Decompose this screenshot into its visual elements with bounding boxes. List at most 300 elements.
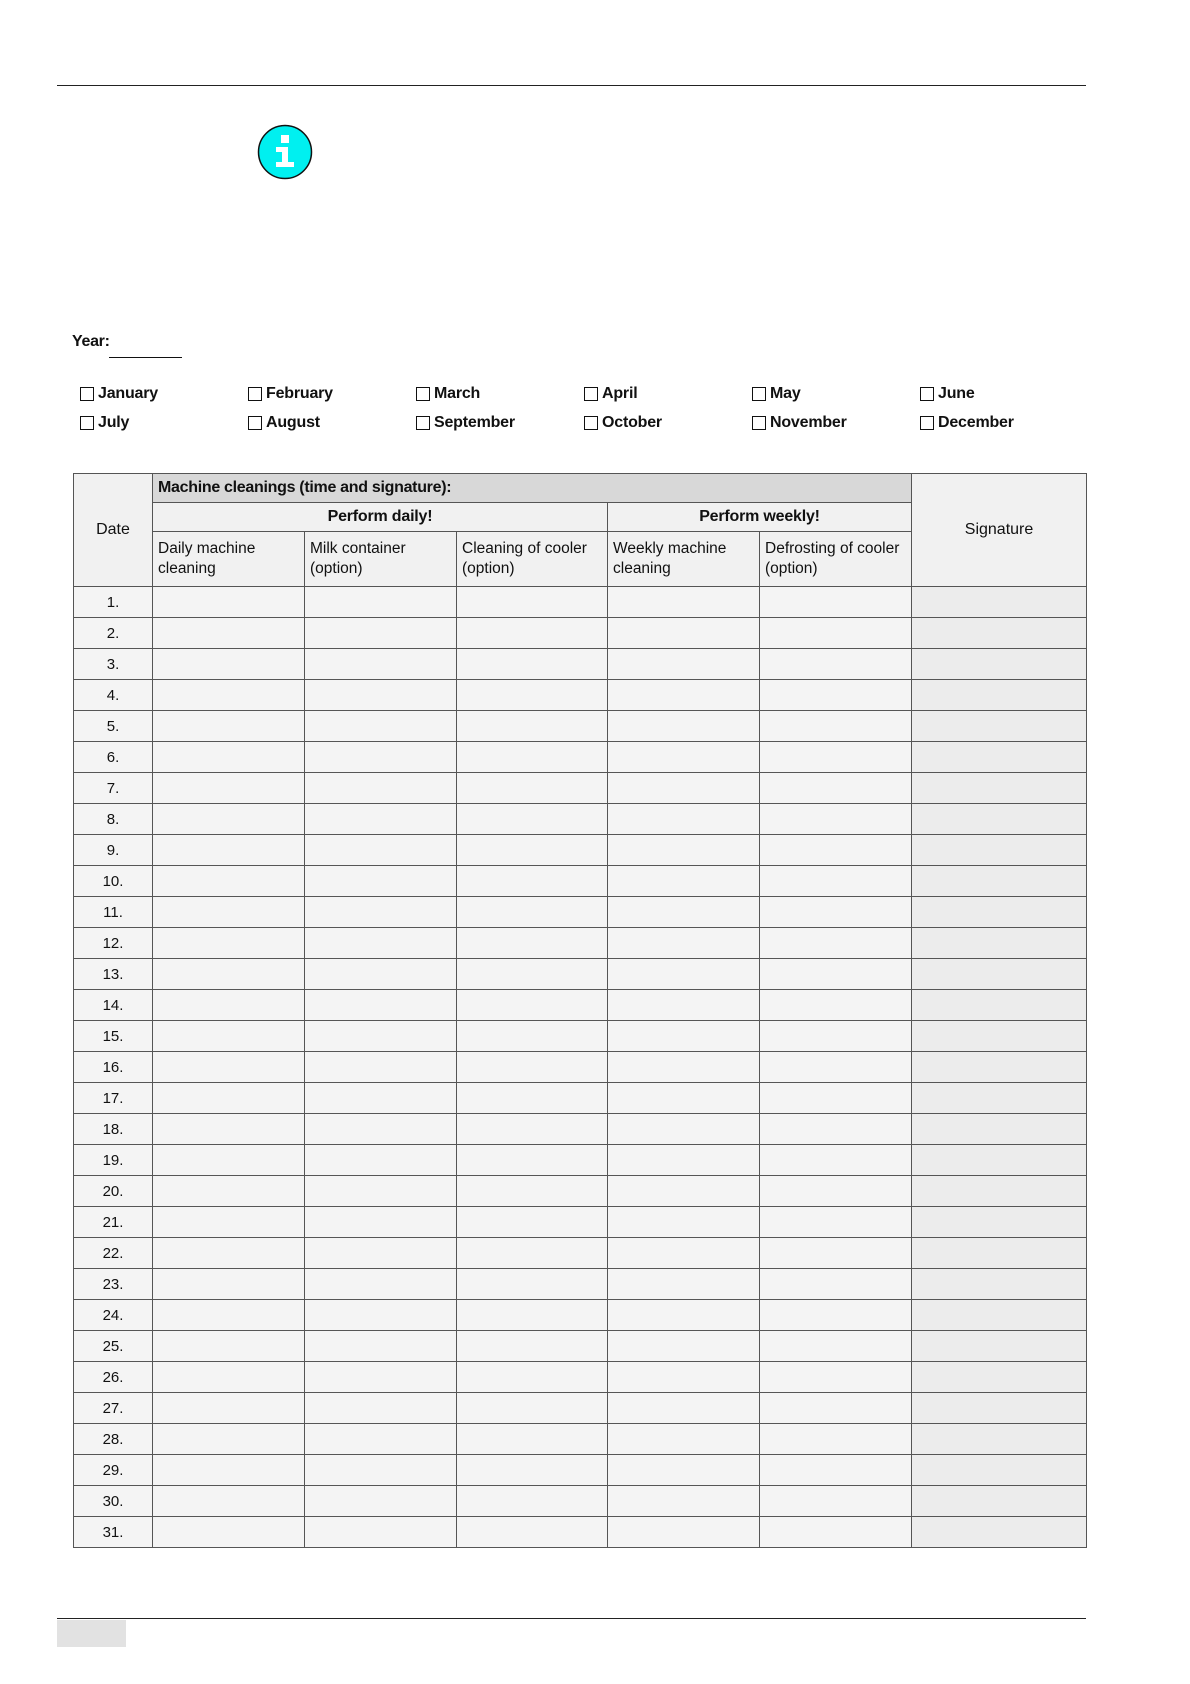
entry-cell-milk-container[interactable] xyxy=(305,928,457,959)
signature-cell[interactable] xyxy=(912,866,1087,897)
entry-cell-daily-machine-cleaning[interactable] xyxy=(153,742,305,773)
entry-cell-cleaning-of-cooler[interactable] xyxy=(457,1145,608,1176)
entry-cell-milk-container[interactable] xyxy=(305,649,457,680)
entry-cell-weekly-machine-cleaning[interactable] xyxy=(608,1207,760,1238)
entry-cell-daily-machine-cleaning[interactable] xyxy=(153,1207,305,1238)
entry-cell-daily-machine-cleaning[interactable] xyxy=(153,959,305,990)
entry-cell-cleaning-of-cooler[interactable] xyxy=(457,1238,608,1269)
table-row xyxy=(74,804,1087,835)
entry-cell-daily-machine-cleaning[interactable] xyxy=(153,1517,305,1548)
table-row xyxy=(74,1517,1087,1548)
entry-cell-daily-machine-cleaning[interactable] xyxy=(153,866,305,897)
day-number: 19. xyxy=(74,1145,153,1176)
entry-cell-defrosting-of-cooler[interactable] xyxy=(760,1176,912,1207)
signature-cell[interactable] xyxy=(912,1486,1087,1517)
table-row xyxy=(74,773,1087,804)
column-header-line: Weekly machine xyxy=(613,540,727,557)
entry-cell-defrosting-of-cooler[interactable] xyxy=(760,1238,912,1269)
signature-cell[interactable] xyxy=(912,897,1087,928)
month-option-february[interactable] xyxy=(248,383,333,405)
column-header-line: Milk container xyxy=(310,540,406,557)
entry-cell-milk-container[interactable] xyxy=(305,1424,457,1455)
signature-cell[interactable] xyxy=(912,1052,1087,1083)
table-row xyxy=(74,1207,1087,1238)
column-header-daily-machine-cleaning xyxy=(153,532,305,587)
day-number: 30. xyxy=(74,1486,153,1517)
table-row xyxy=(74,1269,1087,1300)
month-label: November xyxy=(770,414,847,431)
entry-cell-weekly-machine-cleaning[interactable] xyxy=(608,1331,760,1362)
entry-cell-cleaning-of-cooler[interactable] xyxy=(457,773,608,804)
entry-cell-weekly-machine-cleaning[interactable] xyxy=(608,587,760,618)
entry-cell-cleaning-of-cooler[interactable] xyxy=(457,928,608,959)
entry-cell-weekly-machine-cleaning[interactable] xyxy=(608,711,760,742)
entry-cell-daily-machine-cleaning[interactable] xyxy=(153,1455,305,1486)
signature-cell[interactable] xyxy=(912,587,1087,618)
entry-cell-cleaning-of-cooler[interactable] xyxy=(457,1300,608,1331)
group-daily-header: Perform daily! xyxy=(153,503,608,532)
entry-cell-cleaning-of-cooler[interactable] xyxy=(457,897,608,928)
year-field[interactable] xyxy=(109,357,182,358)
header-rule xyxy=(57,85,1086,86)
entry-cell-milk-container[interactable] xyxy=(305,1114,457,1145)
column-header-line: cleaning xyxy=(158,560,216,577)
entry-cell-daily-machine-cleaning[interactable] xyxy=(153,990,305,1021)
table-row xyxy=(74,1300,1087,1331)
entry-cell-daily-machine-cleaning[interactable] xyxy=(153,1300,305,1331)
month-option-march[interactable] xyxy=(416,383,480,405)
table-row xyxy=(74,587,1087,618)
entry-cell-daily-machine-cleaning[interactable] xyxy=(153,1114,305,1145)
entry-cell-cleaning-of-cooler[interactable] xyxy=(457,1176,608,1207)
signature-cell[interactable] xyxy=(912,1269,1087,1300)
day-number: 4. xyxy=(74,680,153,711)
entry-cell-daily-machine-cleaning[interactable] xyxy=(153,1021,305,1052)
month-checkbox[interactable] xyxy=(584,416,598,430)
entry-cell-cleaning-of-cooler[interactable] xyxy=(457,1455,608,1486)
cleaning-log-table xyxy=(73,473,1087,1548)
entry-cell-cleaning-of-cooler[interactable] xyxy=(457,680,608,711)
month-option-september[interactable] xyxy=(416,412,515,434)
entry-cell-weekly-machine-cleaning[interactable] xyxy=(608,1393,760,1424)
day-number: 9. xyxy=(74,835,153,866)
entry-cell-weekly-machine-cleaning[interactable] xyxy=(608,990,760,1021)
entry-cell-milk-container[interactable] xyxy=(305,804,457,835)
column-header-line: (option) xyxy=(765,560,818,577)
footer-rule xyxy=(57,1618,1086,1619)
signature-cell[interactable] xyxy=(912,1362,1087,1393)
day-number: 28. xyxy=(74,1424,153,1455)
entry-cell-daily-machine-cleaning[interactable] xyxy=(153,649,305,680)
signature-cell[interactable] xyxy=(912,1176,1087,1207)
month-label: July xyxy=(98,414,130,431)
day-number: 21. xyxy=(74,1207,153,1238)
table-row xyxy=(74,618,1087,649)
entry-cell-cleaning-of-cooler[interactable] xyxy=(457,1486,608,1517)
entry-cell-cleaning-of-cooler[interactable] xyxy=(457,1331,608,1362)
entry-cell-weekly-machine-cleaning[interactable] xyxy=(608,1052,760,1083)
entry-cell-weekly-machine-cleaning[interactable] xyxy=(608,1083,760,1114)
column-header-defrosting-of-cooler xyxy=(760,532,912,587)
month-checkbox[interactable] xyxy=(920,416,934,430)
entry-cell-weekly-machine-cleaning[interactable] xyxy=(608,835,760,866)
table-row xyxy=(74,1331,1087,1362)
entry-cell-weekly-machine-cleaning[interactable] xyxy=(608,1114,760,1145)
entry-cell-defrosting-of-cooler[interactable] xyxy=(760,897,912,928)
entry-cell-cleaning-of-cooler[interactable] xyxy=(457,618,608,649)
table-row xyxy=(74,835,1087,866)
entry-cell-defrosting-of-cooler[interactable] xyxy=(760,959,912,990)
month-label: April xyxy=(602,385,638,402)
entry-cell-cleaning-of-cooler[interactable] xyxy=(457,587,608,618)
entry-cell-defrosting-of-cooler[interactable] xyxy=(760,1393,912,1424)
table-row xyxy=(74,1114,1087,1145)
entry-cell-cleaning-of-cooler[interactable] xyxy=(457,835,608,866)
table-row xyxy=(74,866,1087,897)
entry-cell-weekly-machine-cleaning[interactable] xyxy=(608,1300,760,1331)
entry-cell-daily-machine-cleaning[interactable] xyxy=(153,1238,305,1269)
day-number: 15. xyxy=(74,1021,153,1052)
month-option-june[interactable] xyxy=(920,383,975,405)
entry-cell-weekly-machine-cleaning[interactable] xyxy=(608,680,760,711)
entry-cell-weekly-machine-cleaning[interactable] xyxy=(608,618,760,649)
signature-cell[interactable] xyxy=(912,742,1087,773)
entry-cell-daily-machine-cleaning[interactable] xyxy=(153,1331,305,1362)
month-option-january[interactable] xyxy=(80,383,158,405)
entry-cell-weekly-machine-cleaning[interactable] xyxy=(608,1145,760,1176)
signature-cell[interactable] xyxy=(912,773,1087,804)
entry-cell-daily-machine-cleaning[interactable] xyxy=(153,618,305,649)
signature-cell[interactable] xyxy=(912,649,1087,680)
day-number: 11. xyxy=(74,897,153,928)
signature-cell[interactable] xyxy=(912,928,1087,959)
signature-cell[interactable] xyxy=(912,804,1087,835)
entry-cell-defrosting-of-cooler[interactable] xyxy=(760,1052,912,1083)
entry-cell-defrosting-of-cooler[interactable] xyxy=(760,1207,912,1238)
day-number: 22. xyxy=(74,1238,153,1269)
entry-cell-weekly-machine-cleaning[interactable] xyxy=(608,1517,760,1548)
entry-cell-milk-container[interactable] xyxy=(305,1517,457,1548)
entry-cell-milk-container[interactable] xyxy=(305,897,457,928)
day-number: 3. xyxy=(74,649,153,680)
entry-cell-defrosting-of-cooler[interactable] xyxy=(760,1424,912,1455)
month-option-november[interactable] xyxy=(752,412,847,434)
day-number: 8. xyxy=(74,804,153,835)
month-checkbox[interactable] xyxy=(752,387,766,401)
day-number: 10. xyxy=(74,866,153,897)
table-row xyxy=(74,1486,1087,1517)
entry-cell-defrosting-of-cooler[interactable] xyxy=(760,1269,912,1300)
entry-cell-daily-machine-cleaning[interactable] xyxy=(153,1393,305,1424)
month-checkbox[interactable] xyxy=(248,416,262,430)
entry-cell-weekly-machine-cleaning[interactable] xyxy=(608,773,760,804)
month-checkbox[interactable] xyxy=(416,416,430,430)
day-number: 20. xyxy=(74,1176,153,1207)
entry-cell-cleaning-of-cooler[interactable] xyxy=(457,1517,608,1548)
month-option-august[interactable] xyxy=(248,412,320,434)
entry-cell-defrosting-of-cooler[interactable] xyxy=(760,1145,912,1176)
column-header-line: Cleaning of cooler xyxy=(462,540,587,557)
entry-cell-weekly-machine-cleaning[interactable] xyxy=(608,959,760,990)
entry-cell-defrosting-of-cooler[interactable] xyxy=(760,1486,912,1517)
month-label: December xyxy=(938,414,1014,431)
entry-cell-milk-container[interactable] xyxy=(305,711,457,742)
entry-cell-milk-container[interactable] xyxy=(305,1393,457,1424)
entry-cell-daily-machine-cleaning[interactable] xyxy=(153,711,305,742)
entry-cell-milk-container[interactable] xyxy=(305,742,457,773)
signature-cell[interactable] xyxy=(912,1424,1087,1455)
info-icon xyxy=(257,124,313,180)
entry-cell-weekly-machine-cleaning[interactable] xyxy=(608,1238,760,1269)
table-row xyxy=(74,1176,1087,1207)
month-checkbox[interactable] xyxy=(248,387,262,401)
table-row xyxy=(74,1052,1087,1083)
entry-cell-defrosting-of-cooler[interactable] xyxy=(760,804,912,835)
table-row xyxy=(74,1083,1087,1114)
entry-cell-weekly-machine-cleaning[interactable] xyxy=(608,897,760,928)
group-weekly-header: Perform weekly! xyxy=(608,503,912,532)
month-checkbox[interactable] xyxy=(920,387,934,401)
entry-cell-cleaning-of-cooler[interactable] xyxy=(457,1021,608,1052)
table-row xyxy=(74,1021,1087,1052)
month-label: September xyxy=(434,414,515,431)
entry-cell-daily-machine-cleaning[interactable] xyxy=(153,835,305,866)
month-option-may[interactable] xyxy=(752,383,801,405)
table-row xyxy=(74,990,1087,1021)
entry-cell-daily-machine-cleaning[interactable] xyxy=(153,1083,305,1114)
column-header-line: cleaning xyxy=(613,560,671,577)
signature-cell[interactable] xyxy=(912,1300,1087,1331)
entry-cell-milk-container[interactable] xyxy=(305,587,457,618)
entry-cell-milk-container[interactable] xyxy=(305,835,457,866)
column-header-weekly-machine-cleaning xyxy=(608,532,760,587)
day-number: 7. xyxy=(74,773,153,804)
entry-cell-milk-container[interactable] xyxy=(305,618,457,649)
column-header-milk-container xyxy=(305,532,457,587)
entry-cell-weekly-machine-cleaning[interactable] xyxy=(608,742,760,773)
entry-cell-daily-machine-cleaning[interactable] xyxy=(153,897,305,928)
entry-cell-weekly-machine-cleaning[interactable] xyxy=(608,866,760,897)
entry-cell-defrosting-of-cooler[interactable] xyxy=(760,835,912,866)
table-row xyxy=(74,1455,1087,1486)
day-number: 26. xyxy=(74,1362,153,1393)
day-number: 23. xyxy=(74,1269,153,1300)
entry-cell-defrosting-of-cooler[interactable] xyxy=(760,742,912,773)
entry-cell-cleaning-of-cooler[interactable] xyxy=(457,1424,608,1455)
entry-cell-defrosting-of-cooler[interactable] xyxy=(760,1331,912,1362)
entry-cell-defrosting-of-cooler[interactable] xyxy=(760,587,912,618)
entry-cell-cleaning-of-cooler[interactable] xyxy=(457,1269,608,1300)
entry-cell-cleaning-of-cooler[interactable] xyxy=(457,1207,608,1238)
month-checkbox[interactable] xyxy=(80,416,94,430)
month-option-october[interactable] xyxy=(584,412,662,434)
day-number: 6. xyxy=(74,742,153,773)
signature-cell[interactable] xyxy=(912,835,1087,866)
entry-cell-milk-container[interactable] xyxy=(305,680,457,711)
entry-cell-cleaning-of-cooler[interactable] xyxy=(457,959,608,990)
entry-cell-cleaning-of-cooler[interactable] xyxy=(457,711,608,742)
entry-cell-weekly-machine-cleaning[interactable] xyxy=(608,649,760,680)
entry-cell-defrosting-of-cooler[interactable] xyxy=(760,773,912,804)
entry-cell-daily-machine-cleaning[interactable] xyxy=(153,680,305,711)
day-number: 29. xyxy=(74,1455,153,1486)
entry-cell-weekly-machine-cleaning[interactable] xyxy=(608,928,760,959)
entry-cell-cleaning-of-cooler[interactable] xyxy=(457,990,608,1021)
entry-cell-defrosting-of-cooler[interactable] xyxy=(760,1362,912,1393)
entry-cell-cleaning-of-cooler[interactable] xyxy=(457,1362,608,1393)
entry-cell-weekly-machine-cleaning[interactable] xyxy=(608,1269,760,1300)
entry-cell-defrosting-of-cooler[interactable] xyxy=(760,1300,912,1331)
entry-cell-defrosting-of-cooler[interactable] xyxy=(760,649,912,680)
signature-cell[interactable] xyxy=(912,711,1087,742)
table-row xyxy=(74,1393,1087,1424)
signature-cell[interactable] xyxy=(912,1021,1087,1052)
entry-cell-cleaning-of-cooler[interactable] xyxy=(457,742,608,773)
entry-cell-daily-machine-cleaning[interactable] xyxy=(153,773,305,804)
entry-cell-milk-container[interactable] xyxy=(305,1238,457,1269)
entry-cell-weekly-machine-cleaning[interactable] xyxy=(608,1362,760,1393)
table-row xyxy=(74,742,1087,773)
day-number: 31. xyxy=(74,1517,153,1548)
column-header-line: (option) xyxy=(310,560,363,577)
signature-cell[interactable] xyxy=(912,1393,1087,1424)
day-number: 18. xyxy=(74,1114,153,1145)
month-checkbox[interactable] xyxy=(80,387,94,401)
entry-cell-cleaning-of-cooler[interactable] xyxy=(457,649,608,680)
entry-cell-daily-machine-cleaning[interactable] xyxy=(153,1176,305,1207)
entry-cell-milk-container[interactable] xyxy=(305,1176,457,1207)
entry-cell-weekly-machine-cleaning[interactable] xyxy=(608,1486,760,1517)
entry-cell-daily-machine-cleaning[interactable] xyxy=(153,1145,305,1176)
entry-cell-milk-container[interactable] xyxy=(305,1331,457,1362)
entry-cell-milk-container[interactable] xyxy=(305,1052,457,1083)
entry-cell-weekly-machine-cleaning[interactable] xyxy=(608,1424,760,1455)
table-row xyxy=(74,1145,1087,1176)
table-row xyxy=(74,711,1087,742)
month-label: March xyxy=(434,385,481,402)
month-option-december[interactable] xyxy=(920,412,1014,434)
signature-cell[interactable] xyxy=(912,1517,1087,1548)
entry-cell-milk-container[interactable] xyxy=(305,1362,457,1393)
signature-cell[interactable] xyxy=(912,959,1087,990)
entry-cell-cleaning-of-cooler[interactable] xyxy=(457,804,608,835)
entry-cell-defrosting-of-cooler[interactable] xyxy=(760,990,912,1021)
entry-cell-defrosting-of-cooler[interactable] xyxy=(760,618,912,649)
entry-cell-milk-container[interactable] xyxy=(305,1145,457,1176)
entry-cell-milk-container[interactable] xyxy=(305,1083,457,1114)
signature-cell[interactable] xyxy=(912,1114,1087,1145)
month-checkbox[interactable] xyxy=(584,387,598,401)
entry-cell-milk-container[interactable] xyxy=(305,1021,457,1052)
entry-cell-milk-container[interactable] xyxy=(305,1269,457,1300)
entry-cell-defrosting-of-cooler[interactable] xyxy=(760,1021,912,1052)
month-label: January xyxy=(98,385,158,402)
entry-cell-milk-container[interactable] xyxy=(305,959,457,990)
month-option-july[interactable] xyxy=(80,412,129,434)
entry-cell-milk-container[interactable] xyxy=(305,990,457,1021)
entry-cell-defrosting-of-cooler[interactable] xyxy=(760,1083,912,1114)
entry-cell-daily-machine-cleaning[interactable] xyxy=(153,1486,305,1517)
entry-cell-defrosting-of-cooler[interactable] xyxy=(760,866,912,897)
entry-cell-cleaning-of-cooler[interactable] xyxy=(457,1052,608,1083)
table-row xyxy=(74,649,1087,680)
month-checkbox[interactable] xyxy=(416,387,430,401)
entry-cell-defrosting-of-cooler[interactable] xyxy=(760,1455,912,1486)
page-number-tab xyxy=(57,1620,126,1647)
entry-cell-daily-machine-cleaning[interactable] xyxy=(153,1269,305,1300)
column-header-line: (option) xyxy=(462,560,515,577)
year-label: Year: xyxy=(72,333,110,350)
day-number: 5. xyxy=(74,711,153,742)
entry-cell-daily-machine-cleaning[interactable] xyxy=(153,1424,305,1455)
day-number: 25. xyxy=(74,1331,153,1362)
entry-cell-milk-container[interactable] xyxy=(305,1207,457,1238)
entry-cell-weekly-machine-cleaning[interactable] xyxy=(608,804,760,835)
column-header-cleaning-of-cooler xyxy=(457,532,608,587)
entry-cell-cleaning-of-cooler[interactable] xyxy=(457,1114,608,1145)
entry-cell-milk-container[interactable] xyxy=(305,1486,457,1517)
entry-cell-daily-machine-cleaning[interactable] xyxy=(153,804,305,835)
signature-cell[interactable] xyxy=(912,1207,1087,1238)
entry-cell-weekly-machine-cleaning[interactable] xyxy=(608,1021,760,1052)
entry-cell-weekly-machine-cleaning[interactable] xyxy=(608,1455,760,1486)
day-number: 17. xyxy=(74,1083,153,1114)
day-number: 16. xyxy=(74,1052,153,1083)
entry-cell-daily-machine-cleaning[interactable] xyxy=(153,1362,305,1393)
month-label: February xyxy=(266,385,333,402)
entry-cell-cleaning-of-cooler[interactable] xyxy=(457,1393,608,1424)
day-number: 27. xyxy=(74,1393,153,1424)
entry-cell-cleaning-of-cooler[interactable] xyxy=(457,866,608,897)
month-label: August xyxy=(266,414,320,431)
entry-cell-cleaning-of-cooler[interactable] xyxy=(457,1083,608,1114)
entry-cell-daily-machine-cleaning[interactable] xyxy=(153,928,305,959)
cleaning-log-body xyxy=(74,587,1087,1548)
table-row xyxy=(74,680,1087,711)
signature-cell[interactable] xyxy=(912,1145,1087,1176)
signature-cell[interactable] xyxy=(912,1331,1087,1362)
month-checkbox[interactable] xyxy=(752,416,766,430)
signature-cell[interactable] xyxy=(912,618,1087,649)
entry-cell-defrosting-of-cooler[interactable] xyxy=(760,1114,912,1145)
column-header-line: Daily machine xyxy=(158,540,256,557)
table-row xyxy=(74,1362,1087,1393)
entry-cell-milk-container[interactable] xyxy=(305,1300,457,1331)
signature-cell[interactable] xyxy=(912,1238,1087,1269)
month-label: May xyxy=(770,385,801,402)
signature-cell[interactable] xyxy=(912,1455,1087,1486)
entry-cell-defrosting-of-cooler[interactable] xyxy=(760,1517,912,1548)
table-row xyxy=(74,1424,1087,1455)
entry-cell-milk-container[interactable] xyxy=(305,1455,457,1486)
entry-cell-defrosting-of-cooler[interactable] xyxy=(760,711,912,742)
signature-header: Signature xyxy=(912,474,1087,587)
month-label: October xyxy=(602,414,662,431)
entry-cell-weekly-machine-cleaning[interactable] xyxy=(608,1176,760,1207)
entry-cell-milk-container[interactable] xyxy=(305,866,457,897)
day-number: 1. xyxy=(74,587,153,618)
table-row xyxy=(74,897,1087,928)
month-option-april[interactable] xyxy=(584,383,637,405)
entry-cell-defrosting-of-cooler[interactable] xyxy=(760,928,912,959)
entry-cell-daily-machine-cleaning[interactable] xyxy=(153,1052,305,1083)
signature-cell[interactable] xyxy=(912,990,1087,1021)
entry-cell-daily-machine-cleaning[interactable] xyxy=(153,587,305,618)
entry-cell-milk-container[interactable] xyxy=(305,773,457,804)
signature-cell[interactable] xyxy=(912,680,1087,711)
signature-cell[interactable] xyxy=(912,1083,1087,1114)
entry-cell-defrosting-of-cooler[interactable] xyxy=(760,680,912,711)
